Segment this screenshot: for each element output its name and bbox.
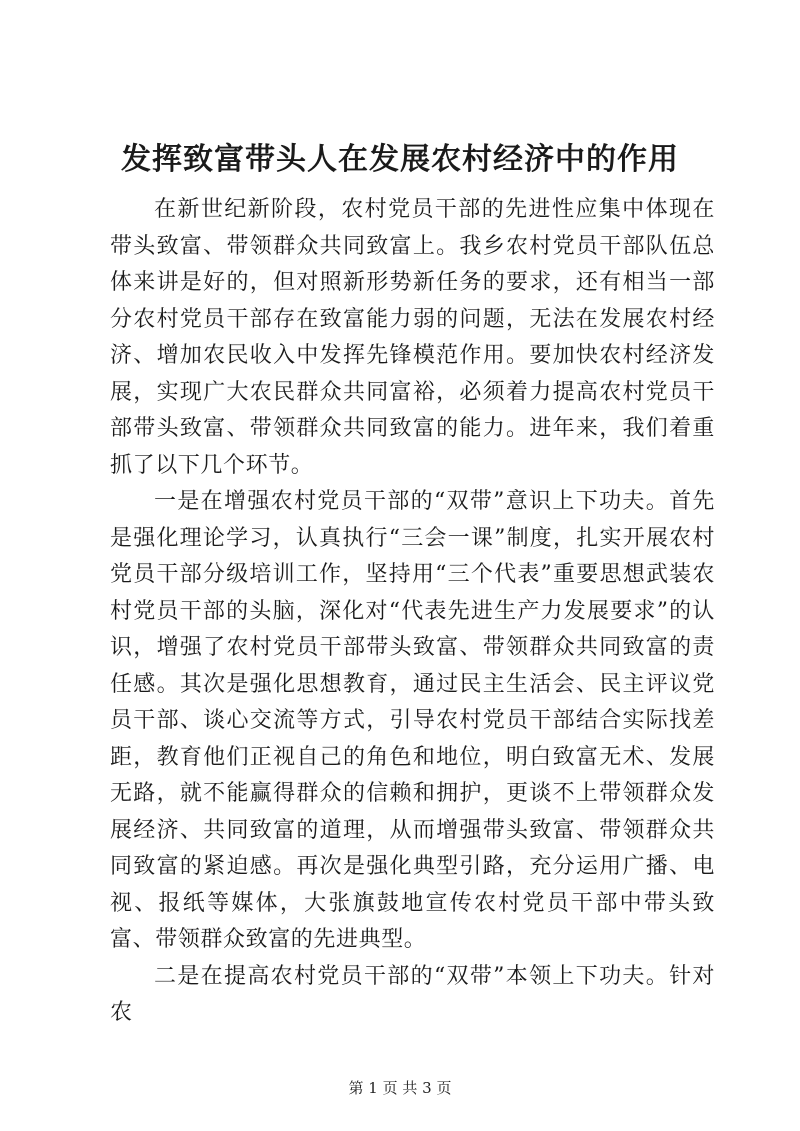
paragraph-point-one: 一是在增强农村党员干部的“双带”意识上下功夫。首先是强化理论学习，认真执行“三会一课”制度，扎实开展农村党员干部分级培训工作，坚持用“三个代表”重要思想武装农村党员干部的头脑，深化对“代表先进生产力发展要求”的认识，增强了农村党员干部带头致富、带领群众共同致富的责任感。其次是强化思想教育，通过民主生活会、民主评议党员干部、谈心交流等方式，引导农村党员干部结合实际找差距，教育他们正视自己的角色和地位，明白致富无术、发展无路，就不能赢得群众的信赖和拥护，更谈不上带领群众发展经济、共同致富的道理，从而增强带头致富、带领群众共同致富的紧迫感。再次是强化典型引路，充分运用广播、电视、报纸等媒体，大张旗鼓地宣传农村党员干部中带头致富、带领群众致富的先进典型。 <box>110 489 715 952</box>
document-body <box>110 192 715 1032</box>
paragraph-intro: 在新世纪新阶段，农村党员干部的先进性应集中体现在带头致富、带领群众共同致富上。我乡农村党员干部队伍总体来讲是好的，但对照新形势新任务的要求，还有相当一部分农村党员干部存在致富能力弱的问题，无法在发展农村经济、增加农民收入中发挥先锋模范作用。要加快农村经济发展，实现广大农民群众共同富裕，必须着力提高农村党员干部带头致富、带领群众共同致富的能力。进年来，我们着重抓了以下几个环节。 <box>110 197 715 478</box>
document-title: 发挥致富带头人在发展农村经济中的作用 <box>121 142 679 177</box>
page-footer: 第 1 页 共 3 页 <box>348 1079 452 1097</box>
paragraph-point-two: 二是在提高农村党员干部的“双带”本领上下功夫。针对农 <box>110 963 715 1025</box>
